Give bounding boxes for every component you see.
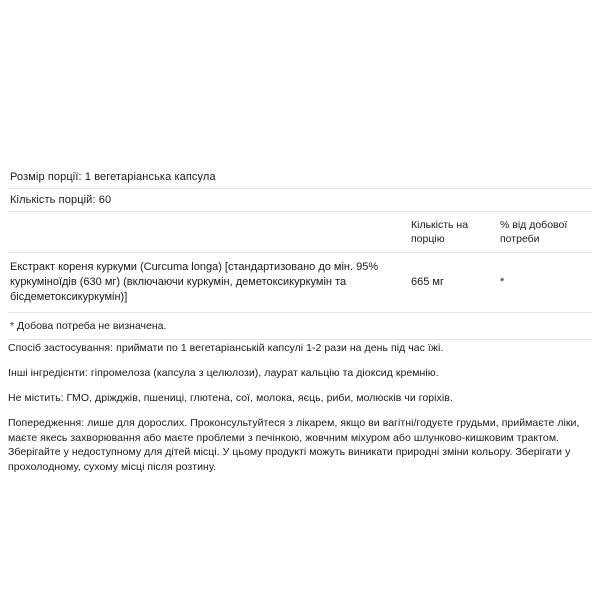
servings-per-container-row [8, 188, 592, 211]
serving-size-text: Розмір порції: 1 вегетаріанська капсула [10, 171, 216, 183]
ingredient-name: Екстракт кореня куркуми (Curcuma longa) [стандартизовано до мін. 95% куркуміноїдів (630 мг) (включаючи куркумін, деметоксикуркумін та бісдеметоксикуркумін)] [10, 261, 379, 303]
directions-text: Спосіб застосування: приймати по 1 вегетаріанській капсулі 1-2 рази на день під час їжі. [8, 342, 444, 354]
ingredient-amount: 665 мг [411, 276, 444, 288]
table-header-row [8, 211, 592, 252]
footnote-row [8, 312, 592, 340]
supplement-facts-table [8, 166, 592, 340]
column-header-percent-daily-value: % від добової потреби [500, 219, 568, 245]
product-notes [8, 341, 592, 474]
column-header-amount-per-serving: Кількість на порцію [411, 219, 469, 245]
table-row [8, 252, 592, 312]
free-from-text: Не містить: ГМО, дріжджів, пшениці, глютена, сої, молока, яєць, риби, молюсків чи горіхів. [8, 392, 453, 404]
serving-size-row [8, 166, 592, 188]
ingredient-daily-value: * [500, 276, 505, 288]
daily-value-footnote: * Добова потреба не визначена. [10, 320, 167, 332]
other-ingredients-text: Інші інгредієнти: гіпромелоза (капсула з целюлози), лаурат кальцію та діоксид кремнію. [8, 367, 439, 379]
warning-text: Попередження: лише для дорослих. Проконсультуйтеся з лікарем, якщо ви вагітні/годуєте грудьми, приймаєте ліки, маєте якесь захворювання або маєте проблеми з печінкою, жовчним міхуром або шлунково-кишковим трактом. Зберігайте у недоступному для дітей місці. У цьому продукті можуть виникати природні зміни кольору. Зберігати у прохолодному, сухому місці після розтину. [8, 417, 580, 473]
servings-per-container-text: Кількість порцій: 60 [10, 194, 112, 206]
